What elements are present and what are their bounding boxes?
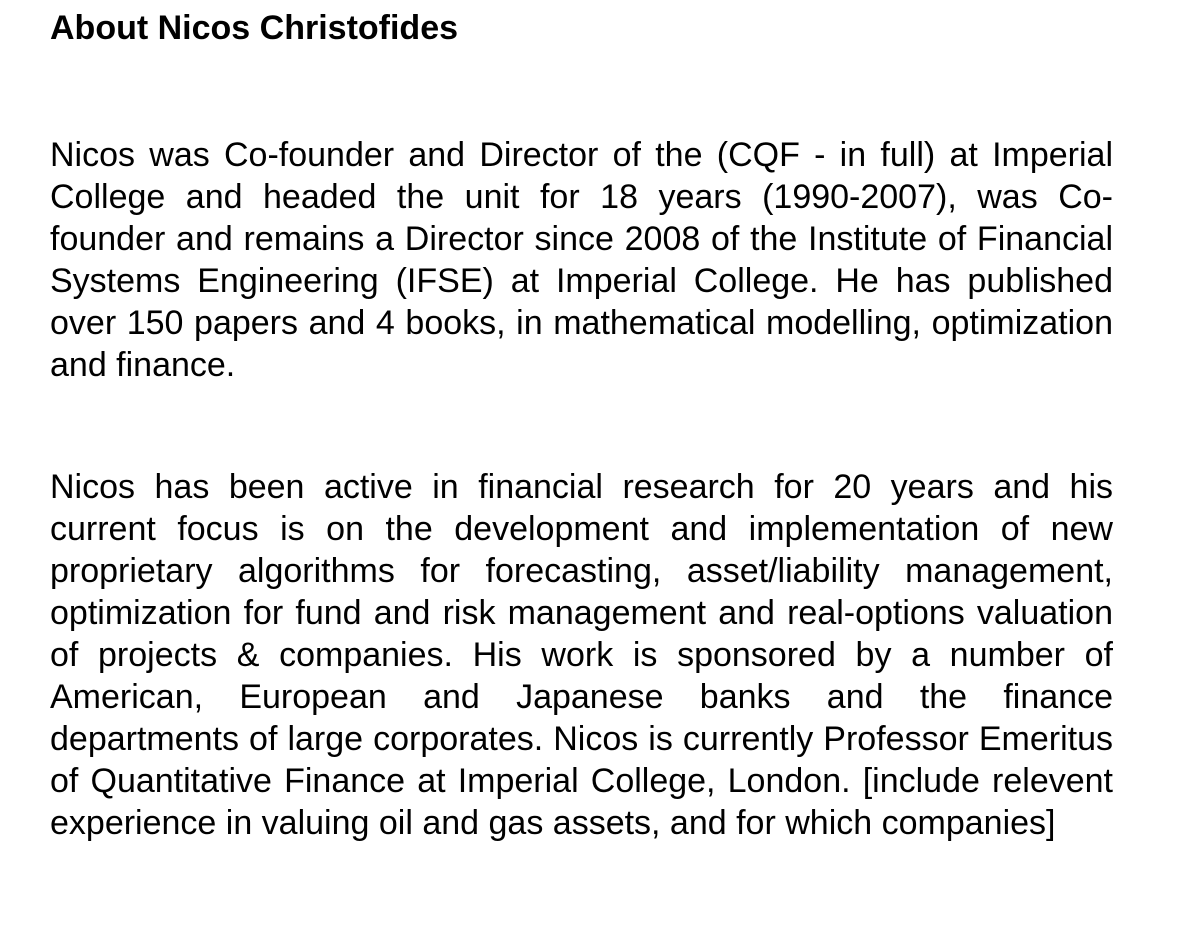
paragraph-research: Nicos has been active in financial research for 20 years and his current focus is on the development and implementation of new proprietary algorithms for forecasting, asset/liability management, optimization for fund and risk management and real-options valuation of projects & companies. His work is sponsored by a number of American, European and Japanese banks and the finance departments of large corporates. Nicos is currently Professor Emeritus of Quantitative Finance at Imperial College, London. [include relevent experience in valuing oil and gas assets, and for which companies] [50,468,1113,842]
paragraph-career: Nicos was Co-founder and Director of the (CQF - in full) at Imperial College and headed the unit for 18 years (1990-2007), was Co-founder and remains a Director since 2008 of the Institute of Financial Systems Engineering (IFSE) at Imperial College. He has published over 150 papers and 4 books, in mathematical modelling, optimization and finance. [50,136,1113,384]
page-title: About Nicos Christofides [50,9,459,47]
document-page [50,0,1113,844]
